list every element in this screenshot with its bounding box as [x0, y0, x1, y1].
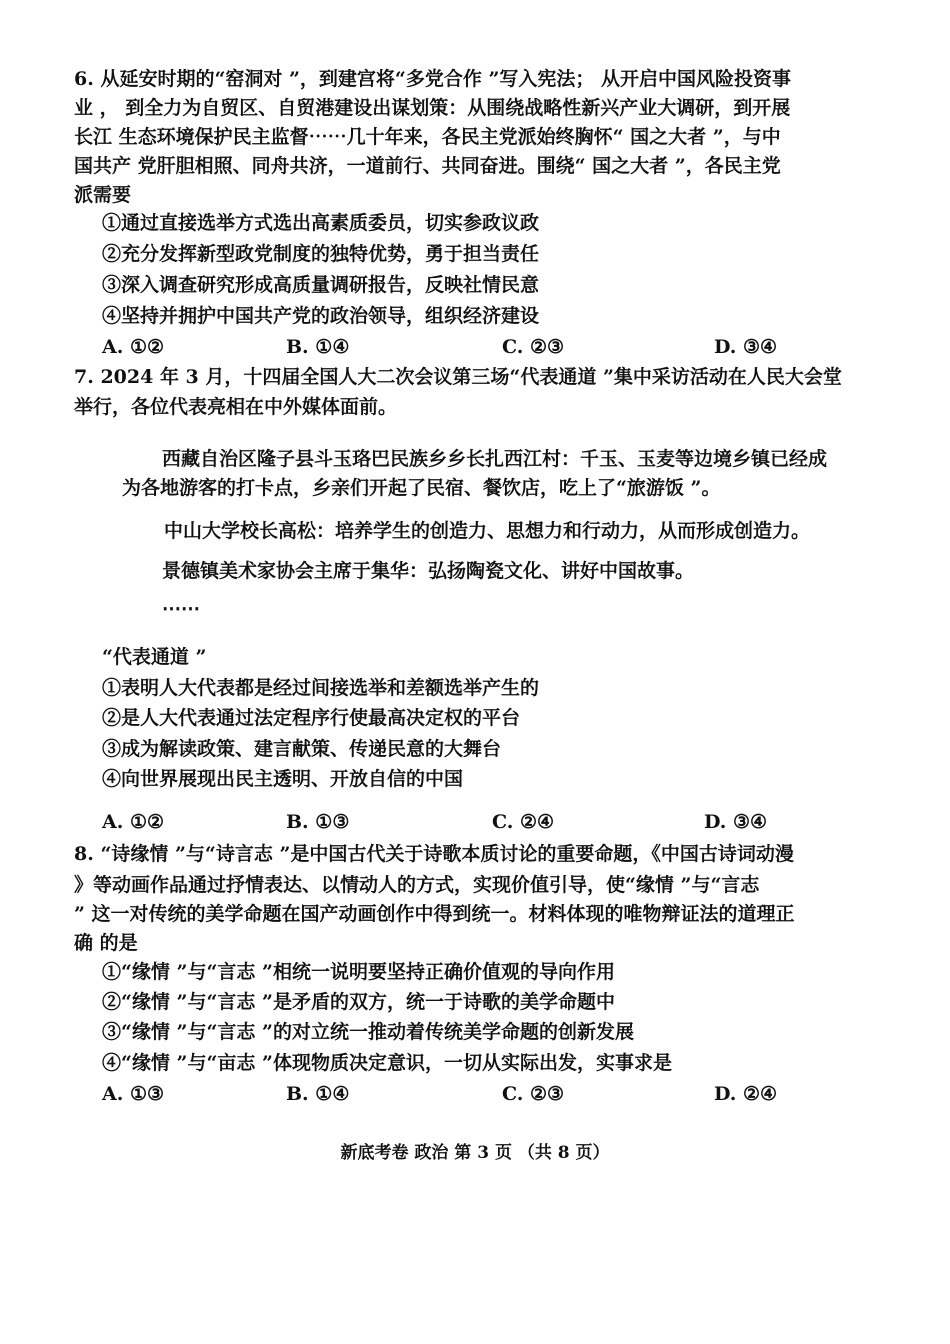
- q8-option-d: D. ②④: [714, 1083, 778, 1105]
- q6-line: 6. 从延安时期的“窑洞对 ”，到建宫将“多党合作 ”写入宪法； 从开启中国风险投资事: [74, 68, 792, 90]
- q6-item-4: ④坚持并拥护中国共产党的政治领导，组织经济建设: [102, 305, 540, 327]
- q6-line: 国共产 党肝胆相照、同舟共济，一道前行、共同奋进。围绕“ 国之大者 ”，各民主党: [74, 155, 781, 177]
- q7-stem: “代表通道 ”: [102, 646, 207, 668]
- q8-item-3: ③“缘情 ”与“言志 ”的对立统一推动着传统美学命题的创新发展: [102, 1021, 634, 1043]
- q7-quote: 西藏自治区隆子县斗玉珞巴民族乡乡长扎西江村：千玉、玉麦等边境乡镇已经成: [162, 448, 828, 470]
- q7-quote: 景德镇美术家协会主席于集华：弘扬陶瓷文化、讲好中国故事。: [162, 560, 695, 582]
- q6-item-3: ③深入调查研究形成高质量调研报告，反映社情民意: [102, 274, 540, 296]
- q6-item-1: ①通过直接选举方式选出高素质委员，切实参政议政: [102, 212, 540, 234]
- q7-item-1: ①表明人大代表都是经过间接选举和差额选举产生的: [102, 677, 540, 699]
- q7-quote: ⋯⋯: [162, 598, 200, 620]
- q7-item-4: ④向世界展现出民主透明、开放自信的中国: [102, 768, 464, 790]
- q7-option-a: A. ①②: [102, 811, 165, 833]
- q6-item-2: ②充分发挥新型政党制度的独特优势，勇于担当责任: [102, 243, 540, 265]
- q8-line: ” 这一对传统的美学命题在国产动画创作中得到统一。材料体现的唯物辩证法的道理正: [74, 903, 795, 925]
- q6-line: 长江 生态环境保护民主监督⋯⋯几十年来，各民主党派始终胸怀“ 国之大者 ”，与中: [74, 126, 781, 148]
- q7-line: 7. 2024 年 3 月，十四届全国人大二次会议第三场“代表通道 ”集中采访活动在人民大会堂: [74, 366, 842, 388]
- q7-quote: 为各地游客的打卡点，乡亲们开起了民宿、餐饮店，吃上了“旅游饭 ”。: [122, 477, 721, 499]
- q7-item-3: ③成为解读政策、建言献策、传递民意的大舞台: [102, 738, 502, 760]
- page-footer: 新底考卷 政治 第 3 页 （共 8 页）: [340, 1143, 610, 1163]
- q7-quote: 中山大学校长高松：培养学生的创造力、思想力和行动力，从而形成创造力。: [164, 520, 811, 542]
- q7-option-c: C. ②④: [492, 811, 555, 833]
- q8-line: 8. “诗缘情 ”与“诗言志 ”是中国古代关于诗歌本质讨论的重要命题，《中国古诗词动漫: [74, 843, 794, 865]
- q7-option-b: B. ①③: [286, 811, 350, 833]
- q8-item-4: ④“缘情 ”与“亩志 ”体现物质决定意识，一切从实际出发，实事求是: [102, 1052, 672, 1074]
- q6-option-b: B. ①④: [286, 336, 350, 358]
- q8-option-a: A. ①③: [102, 1083, 165, 1105]
- q6-option-a: A. ①②: [102, 336, 165, 358]
- q6-line: 派需要: [74, 184, 132, 206]
- q6-line: 业 ， 到全力为自贸区、自贸港建设出谋划策：从围绕战略性新兴产业大调研，到开展: [74, 97, 791, 119]
- q8-option-b: B. ①④: [286, 1083, 350, 1105]
- q8-line: 确 的是: [74, 932, 138, 954]
- q7-option-d: D. ③④: [704, 811, 768, 833]
- q8-item-2: ②“缘情 ”与“言志 ”是矛盾的双方，统一于诗歌的美学命题中: [102, 991, 615, 1013]
- q8-item-1: ①“缘情 ”与“言志 ”相统一说明要坚持正确价值观的导向作用: [102, 961, 615, 983]
- q7-line: 举行，各位代表亮相在中外媒体面前。: [74, 396, 398, 418]
- q7-item-2: ②是人大代表通过法定程序行使最高决定权的平台: [102, 707, 521, 729]
- q6-option-d: D. ③④: [714, 336, 778, 358]
- q8-option-c: C. ②③: [502, 1083, 565, 1105]
- q6-option-c: C. ②③: [502, 336, 565, 358]
- q8-line: 》等动画作品通过抒情表达、以情动人的方式，实现价值引导，使“缘情 ”与“言志: [74, 874, 760, 896]
